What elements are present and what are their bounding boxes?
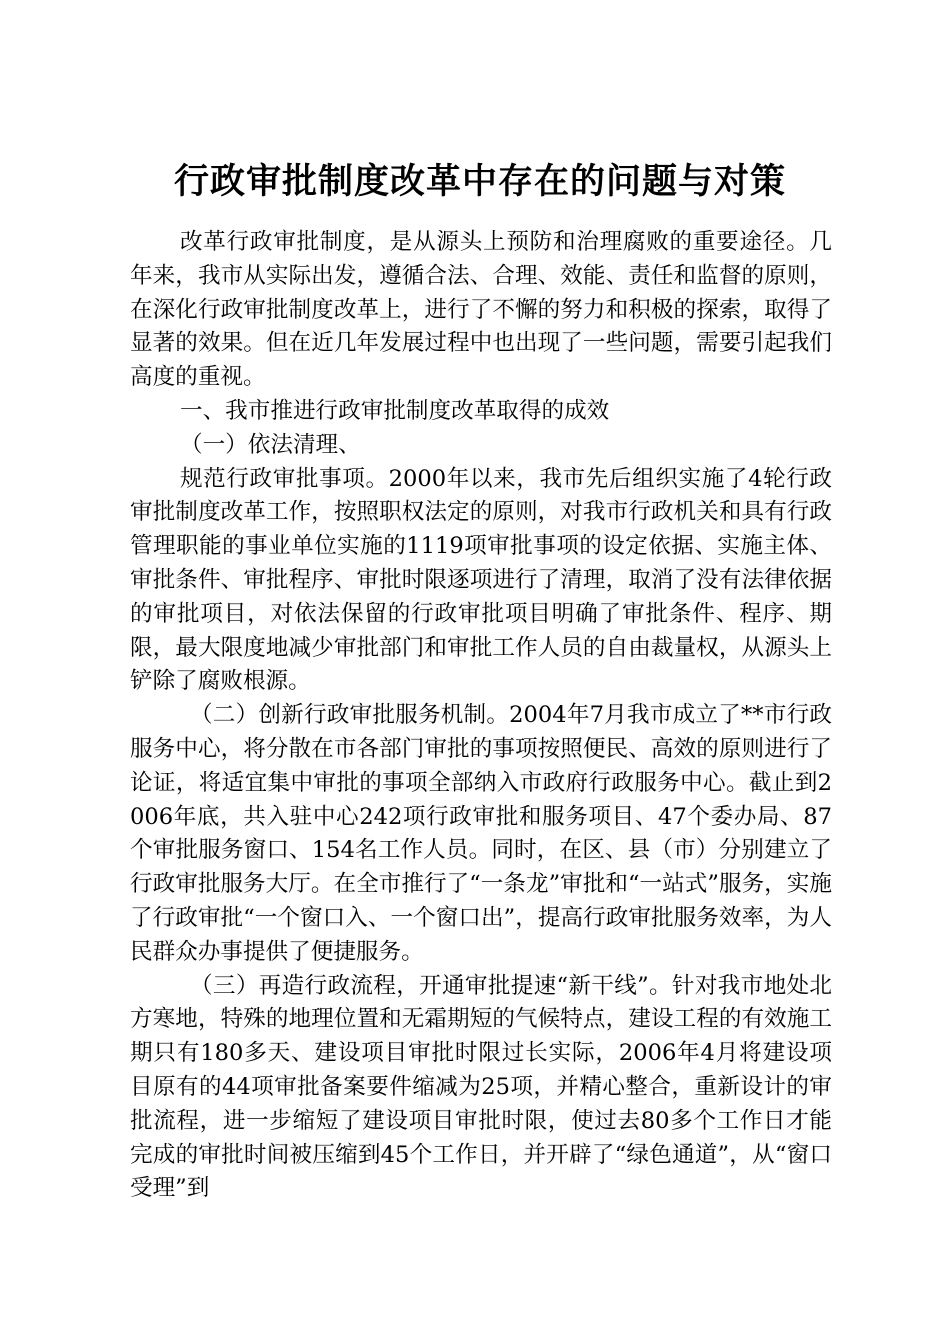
- document-body: [130, 226, 832, 1206]
- paragraph-intro: 改革行政审批制度，是从源头上预防和治理腐败的重要途径。几年来，我市从实际出发，遵循合法、合理、效能、责任和监督的原则，在深化行政审批制度改革上，进行了不懈的努力和积极的探索，取得了显著的效果。但在近几年发展过程中也出现了一些问题，需要引起我们高度的重视。: [130, 229, 832, 391]
- paragraph-subsection-3: （三）再造行政流程，开通审批提速“新干线”。针对我市地处北方寒地，特殊的地理位置和无霜期短的气候特点，建设工程的有效施工期只有180多天、建设项目审批时限过长实际，2006年4月将建设项目原有的44项审批备案要件缩减为25项，并精心整合，重新设计的审批流程，进一步缩短了建设项目审批时限，使过去80多个工作日才能完成的审批时间被压缩到45个工作日，并开辟了“绿色通道”，从“窗口受理”到: [130, 972, 832, 1202]
- paragraph-subsection-2: （二）创新行政审批服务机制。2004年7月我市成立了**市行政服务中心，将分散在市各部门审批的事项按照便民、高效的原则进行了论证，将适宜集中审批的事项全部纳入市政府行政服务中心。截止到2006年底，共入驻中心242项行政审批和服务项目、47个委办局、87个审批服务窗口、154名工作人员。同时，在区、县（市）分别建立了行政审批服务大厅。在全市推行了“一条龙”审批和“一站式”服务，实施了行政审批“一个窗口入、一个窗口出”，提高行政审批服务效率，为人民群众办事提供了便捷服务。: [130, 702, 832, 965]
- document-title: 行政审批制度改革中存在的问题与对策: [173, 161, 786, 202]
- section-heading-1: 一、我市推进行政审批制度改革取得的成效: [180, 397, 610, 424]
- subsection-heading-1: （一）依法清理、: [180, 431, 361, 458]
- paragraph-subsection-1: 规范行政审批事项。2000年以来，我市先后组织实施了4轮行政审批制度改革工作，按照职权法定的原则，对我市行政机关和具有行政管理职能的事业单位实施的1119项审批事项的设定依据、实施主体、审批条件、审批程序、审批时限逐项进行了清理，取消了没有法律依据的审批项目，对依法保留的行政审批项目明确了审批条件、程序、期限，最大限度地减少审批部门和审批工作人员的自由裁量权，从源头上铲除了腐败根源。: [130, 465, 832, 695]
